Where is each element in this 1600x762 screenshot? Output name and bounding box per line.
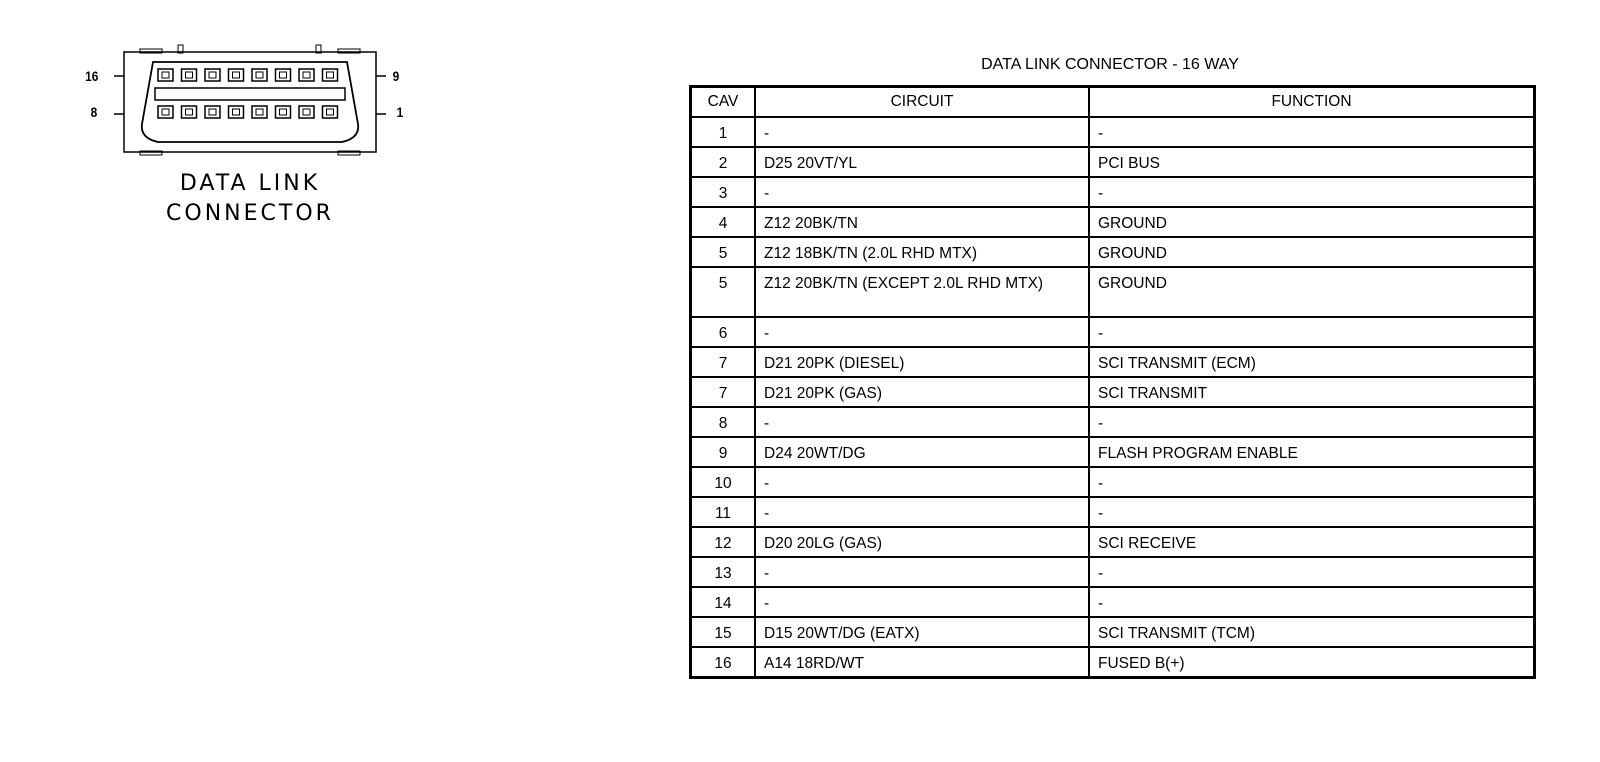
pin-7 xyxy=(182,106,197,118)
pin-16 xyxy=(158,69,173,81)
cell-cav: 4 xyxy=(691,207,756,237)
cell-function: - xyxy=(1089,177,1535,207)
table-row xyxy=(691,647,1535,677)
cell-cav: 16 xyxy=(691,647,756,677)
cell-cav: 11 xyxy=(691,497,756,527)
cell-function: SCI TRANSMIT (TCM) xyxy=(1089,617,1535,647)
cell-function: - xyxy=(1089,117,1535,147)
cell-function: SCI TRANSMIT (ECM) xyxy=(1089,347,1535,377)
pin-10-socket xyxy=(303,72,310,78)
table-row xyxy=(691,407,1535,437)
data-link-connector-figure xyxy=(80,42,420,242)
pin-2-socket xyxy=(303,109,310,115)
connector-center-bar xyxy=(155,88,345,100)
cell-circuit: Z12 20BK/TN (EXCEPT 2.0L RHD MTX) xyxy=(755,267,1089,317)
pin-5-socket xyxy=(233,109,240,115)
pin-13-socket xyxy=(233,72,240,78)
pin-label-8: 8 xyxy=(90,104,98,120)
cell-circuit: - xyxy=(755,497,1089,527)
pin-9 xyxy=(323,69,338,81)
cell-cav: 6 xyxy=(691,317,756,347)
cell-function: FUSED B(+) xyxy=(1089,647,1535,677)
pin-5 xyxy=(229,106,244,118)
cell-function: - xyxy=(1089,317,1535,347)
cell-function: GROUND xyxy=(1089,267,1535,317)
header-circuit: CIRCUIT xyxy=(755,87,1089,118)
cell-function: - xyxy=(1089,467,1535,497)
cell-function: SCI RECEIVE xyxy=(1089,527,1535,557)
cell-function: GROUND xyxy=(1089,207,1535,237)
table-row xyxy=(691,347,1535,377)
pin-14 xyxy=(205,69,220,81)
cell-circuit: Z12 18BK/TN (2.0L RHD MTX) xyxy=(755,237,1089,267)
table-row xyxy=(691,317,1535,347)
pin-1 xyxy=(323,106,338,118)
table-header-row xyxy=(691,87,1535,118)
pin-10 xyxy=(299,69,314,81)
cell-circuit: D20 20LG (GAS) xyxy=(755,527,1089,557)
cell-function: GROUND xyxy=(1089,237,1535,267)
pin-row-top xyxy=(158,69,338,81)
cell-circuit: Z12 20BK/TN xyxy=(755,207,1089,237)
pin-6 xyxy=(205,106,220,118)
cell-cav: 7 xyxy=(691,347,756,377)
pin-13 xyxy=(229,69,244,81)
cell-function: SCI TRANSMIT xyxy=(1089,377,1535,407)
pin-2 xyxy=(299,106,314,118)
cell-circuit: D24 20WT/DG xyxy=(755,437,1089,467)
connector-drawing xyxy=(80,42,420,162)
connector-name-line1: DATA LINK xyxy=(179,171,321,196)
table-row xyxy=(691,557,1535,587)
pin-12-socket xyxy=(256,72,263,78)
table-row xyxy=(691,237,1535,267)
pin-4 xyxy=(252,106,267,118)
pin-16-socket xyxy=(162,72,169,78)
pin-8 xyxy=(158,106,173,118)
cell-function: PCI BUS xyxy=(1089,147,1535,177)
pin-3-socket xyxy=(280,109,287,115)
cell-circuit: D21 20PK (DIESEL) xyxy=(755,347,1089,377)
pin-8-socket xyxy=(162,109,169,115)
table-row xyxy=(691,377,1535,407)
table-body xyxy=(691,117,1535,677)
table-row xyxy=(691,147,1535,177)
pin-15 xyxy=(182,69,197,81)
pin-row-bottom xyxy=(158,106,338,118)
connector-outer-frame xyxy=(124,52,376,152)
table-row xyxy=(691,267,1535,317)
cell-cav: 2 xyxy=(691,147,756,177)
cell-function: - xyxy=(1089,587,1535,617)
table-row xyxy=(691,527,1535,557)
cell-cav: 5 xyxy=(691,237,756,267)
cell-circuit: - xyxy=(755,407,1089,437)
cell-cav: 9 xyxy=(691,437,756,467)
pin-9-socket xyxy=(327,72,334,78)
cell-circuit: - xyxy=(755,587,1089,617)
cell-circuit: D15 20WT/DG (EATX) xyxy=(755,617,1089,647)
cell-cav: 10 xyxy=(691,467,756,497)
table-row xyxy=(691,587,1535,617)
cell-circuit: - xyxy=(755,317,1089,347)
cell-cav: 14 xyxy=(691,587,756,617)
cell-cav: 5 xyxy=(691,267,756,317)
cell-function: - xyxy=(1089,557,1535,587)
cell-cav: 3 xyxy=(691,177,756,207)
table-row xyxy=(691,177,1535,207)
cell-cav: 8 xyxy=(691,407,756,437)
cell-circuit: - xyxy=(755,557,1089,587)
cell-circuit: D25 20VT/YL xyxy=(755,147,1089,177)
pin-label-9: 9 xyxy=(392,68,400,84)
table-title: DATA LINK CONNECTOR - 16 WAY xyxy=(981,56,1239,73)
cell-circuit: - xyxy=(755,467,1089,497)
table-row xyxy=(691,117,1535,147)
pin-label-16: 16 xyxy=(85,68,99,84)
pin-4-socket xyxy=(256,109,263,115)
pin-15-socket xyxy=(186,72,193,78)
table-row xyxy=(691,207,1535,237)
pin-3 xyxy=(276,106,291,118)
pin-7-socket xyxy=(186,109,193,115)
cell-function: FLASH PROGRAM ENABLE xyxy=(1089,437,1535,467)
pin-6-socket xyxy=(209,109,216,115)
pinout-table xyxy=(689,85,1536,679)
cell-circuit: - xyxy=(755,177,1089,207)
cell-cav: 1 xyxy=(691,117,756,147)
connector-name-line2: CONNECTOR xyxy=(166,201,334,226)
cell-cav: 13 xyxy=(691,557,756,587)
cell-circuit: D21 20PK (GAS) xyxy=(755,377,1089,407)
pin-14-socket xyxy=(209,72,216,78)
cell-cav: 7 xyxy=(691,377,756,407)
pin-1-socket xyxy=(327,109,334,115)
cell-function: - xyxy=(1089,497,1535,527)
cell-cav: 15 xyxy=(691,617,756,647)
cell-cav: 12 xyxy=(691,527,756,557)
header-function: FUNCTION xyxy=(1089,87,1535,118)
header-cav: CAV xyxy=(691,87,756,118)
cell-circuit: - xyxy=(755,117,1089,147)
table-row xyxy=(691,617,1535,647)
table-row xyxy=(691,467,1535,497)
pin-12 xyxy=(252,69,267,81)
pin-11 xyxy=(276,69,291,81)
table-row xyxy=(691,437,1535,467)
cell-function: - xyxy=(1089,407,1535,437)
pin-11-socket xyxy=(280,72,287,78)
table-row xyxy=(691,497,1535,527)
cell-circuit: A14 18RD/WT xyxy=(755,647,1089,677)
pin-label-1: 1 xyxy=(396,104,404,120)
connector-d-housing xyxy=(142,62,358,142)
